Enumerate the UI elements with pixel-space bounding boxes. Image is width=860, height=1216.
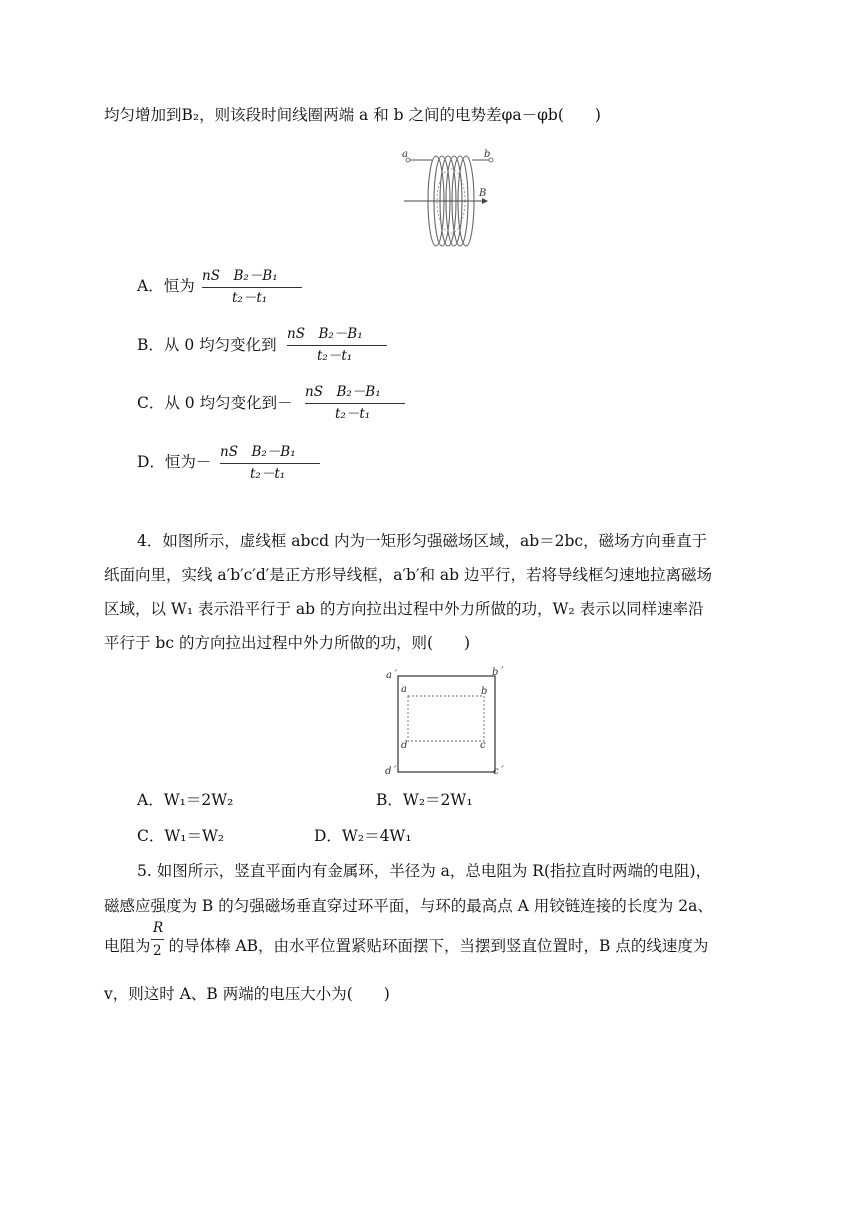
q5-line-4: v，则这时 A、B 两端的电压大小为( )	[104, 985, 390, 1003]
fraction-denominator: 2	[153, 943, 162, 959]
q4-line-3: 区域，以 W₁ 表示沿平行于 ab 的方向拉出过程中外力所做的功，W₂ 表示以同样速率沿	[104, 600, 704, 618]
fraction-bar	[151, 939, 164, 940]
q3-option-a-prefix: A．恒为	[137, 277, 195, 295]
q5-line-1: 5. 如图所示，竖直平面内有金属环，半径为 a，总电阻为 R(指拉直时两端的电阻)，	[137, 862, 712, 880]
label-c: c	[480, 740, 486, 751]
fraction-numerator: nS B₂－B₁	[202, 268, 278, 284]
label-d: d	[401, 740, 408, 751]
fraction-bar	[287, 345, 387, 346]
q3-option-a[interactable]	[137, 276, 195, 296]
fraction-numerator: nS B₂－B₁	[220, 444, 296, 460]
label-a-prime: a´	[386, 670, 397, 681]
fraction-numerator: nS B₂－B₁	[305, 384, 381, 400]
q4-option-c[interactable]: C．W₁＝W₂	[137, 827, 225, 845]
fraction-bar	[305, 403, 405, 404]
q3-option-c[interactable]	[137, 393, 293, 413]
q4-option-a[interactable]: A．W₁＝2W₂	[137, 791, 234, 809]
coil-label-b: b	[484, 149, 491, 160]
fraction-denominator: t₂－t₁	[335, 406, 371, 422]
q5-line-3	[104, 935, 708, 957]
label-a: a	[401, 684, 407, 695]
label-b-prime: b´	[492, 667, 504, 678]
fraction-numerator: nS B₂－B₁	[287, 326, 363, 342]
label-b: b	[481, 686, 488, 697]
label-c-prime: c´	[493, 766, 504, 777]
q3-option-b[interactable]	[137, 335, 277, 355]
fraction-denominator: t₂－t₁	[250, 466, 286, 482]
q5-line-3-after: 的导体棒 AB，由水平位置紧贴环面摆下，当摆到竖直位置时，B 点的线速度为	[168, 937, 709, 955]
coil-label-field: B	[479, 188, 487, 199]
q5-line-2: 磁感应强度为 B 的匀强磁场垂直穿过环平面，与环的最高点 A 用铰链连接的长度为 2a、	[104, 897, 713, 915]
frame-figure	[380, 664, 514, 780]
q4-line-1: 4．如图所示，虚线框 abcd 内为一矩形匀强磁场区域，ab＝2bc，磁场方向垂直于	[137, 532, 708, 550]
fraction-bar	[202, 287, 302, 288]
q3-option-d-prefix: D．恒为－	[137, 453, 212, 471]
fraction-bar	[220, 463, 320, 464]
coil-label-a: a	[402, 149, 408, 160]
q4-line-2: 纸面向里，实线 a′b′c′d′是正方形导线框，a′b′和 ab 边平行，若将导线框匀速地拉离磁场	[104, 566, 712, 584]
q4-option-b[interactable]: B．W₂＝2W₁	[376, 791, 473, 809]
fraction-denominator: t₂－t₁	[232, 290, 268, 306]
q3-option-d[interactable]	[137, 452, 211, 472]
q4-option-d[interactable]: D．W₂＝4W₁	[314, 827, 412, 845]
q4-line-4: 平行于 bc 的方向拉出过程中外力所做的功，则( )	[104, 634, 471, 652]
label-d-prime: d´	[385, 766, 397, 777]
coil-figure	[396, 140, 506, 252]
q5-line-3-before: 电阻为	[104, 937, 151, 955]
q3-option-b-prefix: B．从 0 均匀变化到	[137, 336, 277, 354]
fraction-numerator: R	[153, 920, 164, 936]
q3-stem: 均匀增加到B₂，则该段时间线圈两端 a 和 b 之间的电势差φa－φb( )	[104, 106, 601, 124]
q3-option-c-prefix: C．从 0 均匀变化到－	[137, 394, 293, 412]
fraction-denominator: t₂－t₁	[317, 348, 353, 364]
